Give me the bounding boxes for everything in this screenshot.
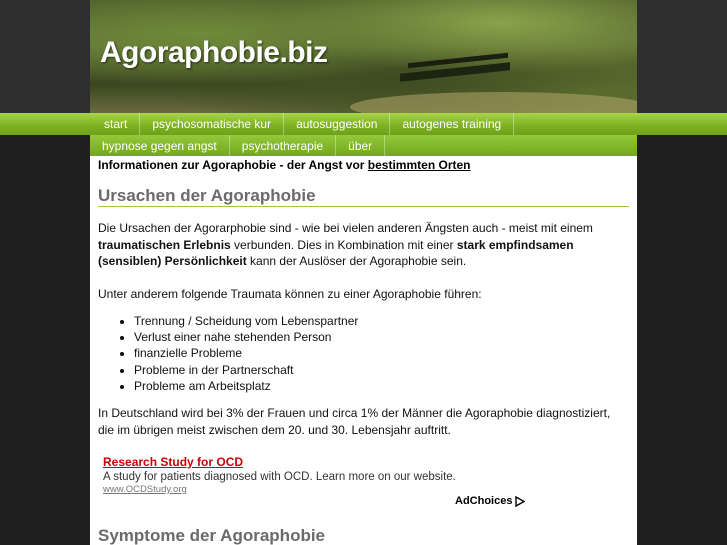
nav-item-psychotherapie[interactable]: psychotherapie [230,135,336,156]
ad-url-link[interactable]: www.OCDStudy.org [103,484,187,495]
list-item: • finanzielle Probleme [134,345,358,361]
header-banner [90,0,637,113]
p1-text-a: Die Ursachen der Agorarphobie sind - wie bei vielen anderen Ängsten auch - meist mit einem [98,221,593,235]
p1-text-e: kann der Auslöser der Agoraphobie sein. [246,254,467,268]
nav-item-ueber[interactable]: über [336,135,385,156]
intro-text: Informationen zur Agoraphobie - der Angst vor [98,158,368,172]
park-path-image [350,92,637,113]
list-item: • Probleme in der Partnerschaft [134,362,358,378]
paragraph-statistics: In Deutschland wird bei 3% der Frauen und circa 1% der Männer die Agoraphobie diagnostiziert, die im übrigen meist zwischen dem 20. und 30. Lebensjahr auftritt. [98,406,611,437]
nav-item-autosuggestion[interactable]: autosuggestion [284,113,390,135]
paragraph-causes [98,220,626,270]
paragraph-traumata-intro: Unter anderem folgende Traumata können zu einer Agoraphobie führen: [98,287,482,301]
main-content [90,156,637,545]
nav-item-start[interactable]: start [92,113,140,135]
adchoices-label: AdChoices [455,495,513,507]
ad-block [103,455,533,495]
nav-row-2 [92,135,385,156]
adchoices-button[interactable] [455,495,525,507]
intro-line [98,158,470,172]
intro-link-bestimmten-orten[interactable]: bestimmten Orten [367,158,471,172]
ad-title-link[interactable]: Research Study for OCD [103,455,244,469]
adchoices-icon [515,496,525,507]
heading-symptome: Symptome der Agoraphobie [98,526,326,545]
heading-divider [98,206,629,207]
p1-text-c: verbunden. Dies in Kombination mit einer [230,237,457,252]
heading-ursachen: Ursachen der Agoraphobie [98,186,316,205]
p1-bold-traumatic: traumatischen Erlebnis [98,237,231,252]
p1-bold-sensitive: stark empfindsamen (sensiblen) Persönlichkeit [98,237,574,268]
site-title[interactable]: Agoraphobie.biz [100,36,328,69]
nav-item-hypnose-gegen-angst[interactable]: hypnose gegen angst [92,135,230,156]
list-item: • Trennung / Scheidung vom Lebenspartner [134,313,358,329]
list-item: • Probleme am Arbeitsplatz [134,378,358,394]
nav-row-1 [92,113,514,135]
nav-item-autogenes-training[interactable]: autogenes training [390,113,514,135]
traumata-list [116,313,358,394]
ad-description: A study for patients diagnosed with OCD. Learn more on our website. [103,471,456,483]
nav-item-psychosomatische-kur[interactable]: psychosomatische kur [140,113,284,135]
list-item: • Verlust einer nahe stehenden Person [134,329,358,345]
